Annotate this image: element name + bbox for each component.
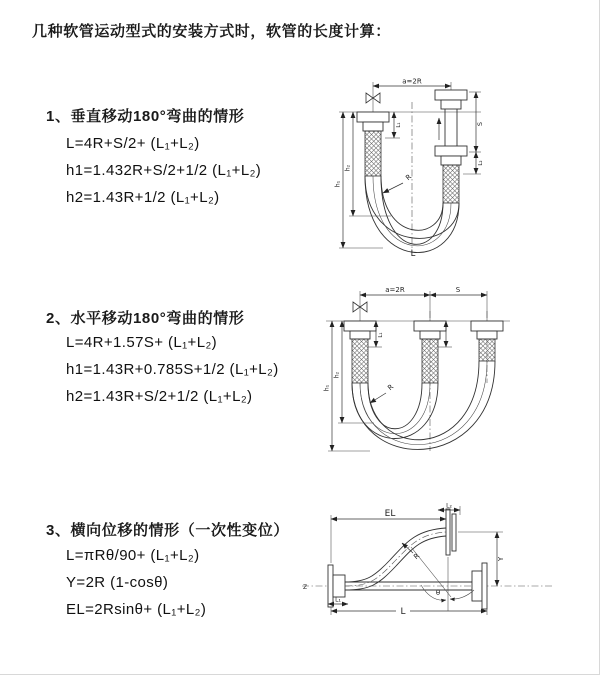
middle-pipe-assembly bbox=[414, 291, 446, 383]
section-3-formula-el: EL=2Rsinθ+ (L₁+L₂) bbox=[66, 601, 207, 618]
section-1-formula-l: L=4R+S/2+ (L₁+L₂) bbox=[66, 135, 200, 152]
dim-label-el: EL bbox=[384, 509, 396, 519]
dim-label-fitting-right: L₂ bbox=[478, 160, 484, 166]
braided-hose-section bbox=[479, 339, 495, 361]
axis-mark: Z bbox=[303, 584, 308, 591]
section-2-formula-h2: h2=1.43R+S/2+1/2 (L₁+L₂) bbox=[66, 388, 253, 405]
right-pipe-assembly bbox=[471, 291, 503, 361]
braided-hose-section bbox=[365, 131, 381, 176]
dim-label-stroke: S bbox=[476, 121, 484, 127]
diagram-lateral-displacement bbox=[298, 501, 598, 648]
section-3-formula-l: L=πRθ/90+ (L₁+L₂) bbox=[66, 547, 200, 564]
braided-hose-section bbox=[352, 339, 368, 383]
section-1-formula-h2: h2=1.43R+1/2 (L₁+L₂) bbox=[66, 189, 220, 206]
section-3-formula-y: Y=2R (1-cosθ) bbox=[66, 574, 169, 591]
dim-label-stroke: S bbox=[455, 286, 461, 294]
top-flange bbox=[446, 509, 456, 555]
right-flange bbox=[472, 563, 487, 609]
left-pipe-assembly bbox=[357, 82, 389, 176]
section-1-formula-h1: h1=1.432R+S/2+1/2 (L₁+L₂) bbox=[66, 162, 262, 179]
dim-label-fitting-left: L₁ bbox=[396, 122, 402, 128]
braided-hose-section bbox=[422, 339, 438, 383]
section-1-heading: 1、垂直移动180°弯曲的情形 bbox=[46, 108, 245, 125]
diagram-vertical-180-bend bbox=[313, 76, 528, 258]
dim-label-span: a=2R bbox=[402, 77, 422, 86]
dim-label-length: L bbox=[400, 607, 406, 617]
dim-label-length: L bbox=[410, 249, 416, 258]
dim-label-span: a=2R bbox=[385, 286, 405, 294]
dim-label-fitting: L₁ bbox=[378, 332, 384, 338]
left-pipe-assembly bbox=[344, 291, 376, 383]
dimensions bbox=[335, 78, 485, 259]
dim-label-h1: h₁ bbox=[334, 180, 342, 188]
dim-label-angle: θ bbox=[435, 589, 441, 597]
right-pipe-assembly bbox=[435, 82, 467, 203]
section-2-heading: 2、水平移动180°弯曲的情形 bbox=[46, 310, 245, 327]
dim-label-h2: h₂ bbox=[344, 164, 352, 172]
dim-label-fitting-left: L₁ bbox=[335, 596, 341, 604]
section-2-formula-l: L=4R+1.57S+ (L₁+L₂) bbox=[66, 334, 218, 351]
dim-label-offset: Y bbox=[497, 556, 505, 562]
page-title: 几种软管运动型式的安装方式时，软管的长度计算： bbox=[32, 23, 391, 40]
dim-label-h1: h₁ bbox=[323, 384, 331, 392]
dim-label-radius: R bbox=[404, 172, 414, 183]
dim-label-radius: R bbox=[412, 551, 422, 562]
dim-label-fitting-right: L₂ bbox=[446, 502, 452, 510]
section-3-heading: 3、横向位移的情形（一次性变位） bbox=[46, 522, 289, 539]
dim-label-radius: R bbox=[386, 382, 396, 393]
dim-label-h2: h₂ bbox=[333, 371, 341, 379]
braided-hose-section bbox=[443, 165, 459, 203]
diagram-horizontal-180-bend bbox=[312, 283, 527, 463]
section-2-formula-h1: h1=1.43R+0.785S+1/2 (L₁+L₂) bbox=[66, 361, 279, 378]
s-curved-hose bbox=[345, 528, 446, 590]
